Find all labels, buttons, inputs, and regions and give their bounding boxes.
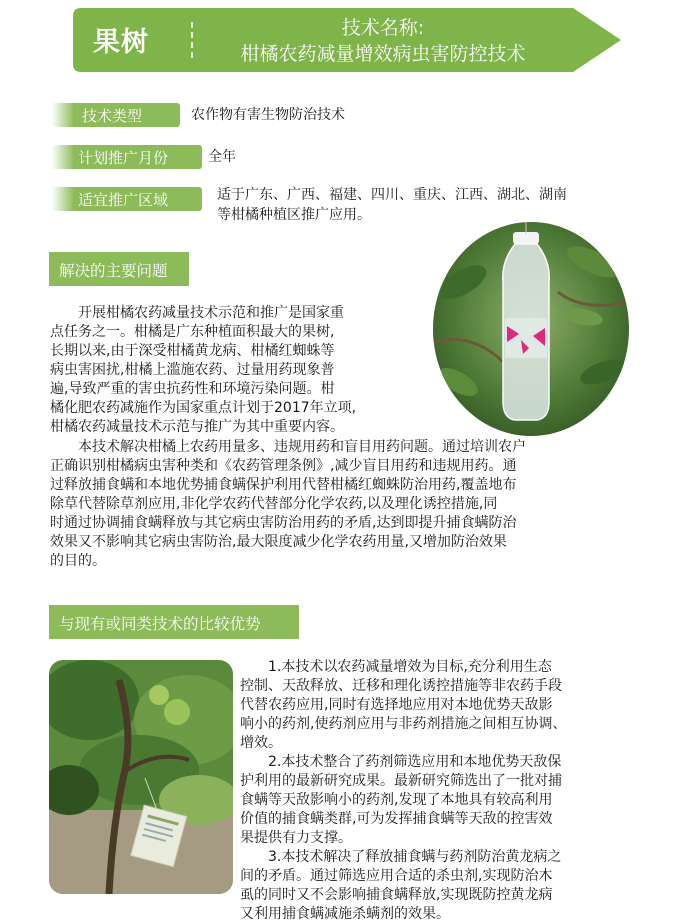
problem-p1-line-1: 开展柑橘农药减量技术示范和推广是国家重 [78,305,344,321]
advantage-p1-line-4: 响小的药剂,使药剂应用与非药剂措施之间相互协调、 [240,716,567,732]
advantage-p2-line-3: 食螨等天敌影响小的药剂,发现了本地具有较高利用 [240,792,553,808]
advantage-p1-line-2: 控制、天敌释放、迁移和理化诱控措施等非农药手段 [240,678,562,694]
problem-paragraph-1 [50,304,430,437]
problem-heading-box [49,252,189,286]
problem-p1-line-3: 长期以来,由于深受柑橘黄龙病、柑橘红蜘蛛等 [50,343,335,359]
category-label: 果树 [93,27,149,58]
problem-p1-line-2: 点任务之一。柑橘是广东种植面积最大的果树, [50,324,335,340]
plan-month-tag [52,145,202,169]
advantage-p3-line-3: 虱的同时又不会影响捕食螨释放,实现既防控黄龙病 [240,887,553,903]
region-value-line1: 适于广东、广西、福建、四川、重庆、江西、湖北、湖南 [217,187,567,203]
region-tag [52,187,202,211]
problem-p2-line-4: 除草代替除草剂应用,非化学农药代替部分化学农药,以及理化诱控措施,同 [50,496,498,512]
advantage-p1-line-1: 1.本技术以农药减量增效为目标,充分利用生态 [268,659,552,675]
plan-month-value: 全年 [208,149,236,165]
advantage-heading-box [49,605,299,639]
tech-name-title: 柑橘农药减量增效病虫害防控技术 [240,43,526,65]
plan-month-label: 计划推广月份 [78,149,169,167]
problem-p2-line-5: 时通过协调捕食螨释放与其它病虫害防治用药的矛盾,达到即提升捕食螨防治 [50,515,517,531]
tech-type-label: 技术类型 [82,107,143,125]
advantage-text [240,658,660,924]
problem-p2-line-3: 过释放捕食螨和本地优势捕食螨保护利用代替柑橘红蜘蛛防治用药,覆盖地布 [50,477,517,493]
citrus-tree-photo [49,660,233,894]
advantage-p2-line-4: 价值的捕食螨类群,可为发挥捕食螨等天敌的控害效 [240,811,553,827]
problem-p2-line-6: 效果又不影响其它病虫害防治,最大限度减少化学农药用量,又增加防治效果 [50,534,507,550]
advantage-p3-line-2: 间的矛盾。通过筛选应用合适的杀虫剂,实现防治木 [240,868,553,884]
advantage-p2-line-2: 护利用的最新研究成果。最新研究筛选出了一批对捕 [240,773,562,789]
advantage-p1-line-3: 代替农药应用,同时有选择地应用对本地优势天敌影 [240,697,553,713]
tech-type-tag [52,103,180,127]
problem-paragraph-2 [50,438,650,571]
problem-heading: 解决的主要问题 [59,262,168,280]
advantage-heading: 与现有或同类技术的比较优势 [59,615,261,633]
advantage-p2-line-1: 2.本技术整合了药剂筛选应用和本地优势天敌保 [268,754,562,770]
problem-p1-line-6: 橘化肥农药减施作为国家重点计划于2017年立项, [50,400,357,416]
advantage-p3-line-1: 3.本技术解决了释放捕食螨与药剂防治黄龙病之 [268,849,562,865]
bottle-trap-photo [433,222,629,436]
problem-p1-line-5: 遍,导致严重的害虫抗药性和环境污染问题。柑 [50,381,335,397]
region-label: 适宜推广区域 [78,191,169,209]
tech-name-label: 技术名称: [341,17,425,39]
problem-p1-line-4: 病虫害困扰,柑橘上滥施农药、过量用药现象普 [50,362,335,378]
problem-p1-line-7: 柑橘农药减量技术示范与推广为其中重要内容。 [50,419,344,435]
title-banner [73,8,621,72]
problem-p2-line-1: 本技术解决柑橘上农药用量多、违规用药和盲目用药问题。通过培训农户 [78,439,526,455]
region-value-line2: 等柑橘种植区推广应用。 [217,207,371,223]
advantage-p2-line-5: 果提供有力支撑。 [240,830,352,846]
problem-p2-line-7: 的目的。 [50,553,106,569]
problem-p2-line-2: 正确识别柑橘病虫害种类和《农药管理条例》,减少盲目用药和违规用药。通 [50,458,517,474]
tech-type-value: 农作物有害生物防治技术 [191,107,345,123]
advantage-p1-line-5: 增效。 [240,735,282,751]
advantage-p3-line-4: 又利用捕食螨减施杀螨剂的效果。 [240,906,450,922]
